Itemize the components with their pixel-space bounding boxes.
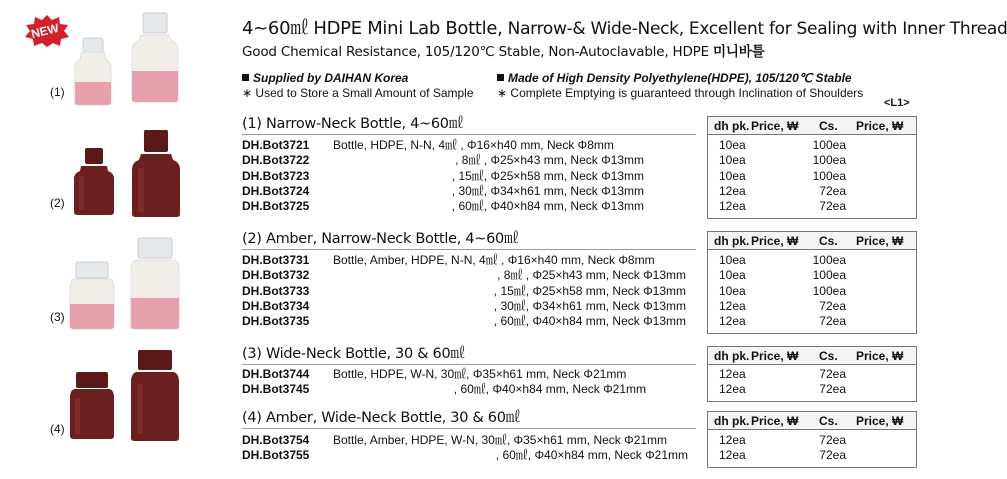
product-code: DH.Bot3723 <box>242 168 310 183</box>
header-price: Price, ₩ <box>751 349 799 363</box>
section-divider <box>242 249 696 250</box>
product-code: DH.Bot3754 <box>242 433 310 447</box>
product-code: DH.Bot3722 <box>242 153 310 168</box>
table-border <box>916 250 917 333</box>
product-description: Bottle, HDPE, W-N, 30㎖, Φ35×h61 mm, Neck Φ21mm <box>333 367 627 381</box>
product-code: DH.Bot3744 <box>242 367 310 381</box>
product-description: Bottle, Amber, HDPE, W-N, 30㎖, Φ35×h61 mm, Neck Φ21mm <box>333 433 668 447</box>
bottle-image-natural-large <box>131 13 179 103</box>
header-price: Price, ₩ <box>751 234 799 248</box>
case-qty: 72ea <box>819 448 846 463</box>
dh-pack: 10ea <box>719 283 746 298</box>
table-border <box>707 401 917 402</box>
feature-supplied: Supplied by DAIHAN Korea <box>242 71 408 85</box>
product-description: , 60㎖, Φ40×h84 mm, Neck Φ21mm <box>495 448 688 463</box>
title-line2: Good Chemical Resistance, 105/120℃ Stable, Non-Autoclavable, HDPE <box>242 44 709 60</box>
table-border <box>707 218 917 219</box>
product-code: DH.Bot3724 <box>242 183 310 198</box>
title-main: 4~60㎖ HDPE Mini Lab Bottle, <box>242 18 503 39</box>
header-dh: dh pk. <box>714 119 750 133</box>
header-price: Price, ₩ <box>751 414 799 428</box>
case-qty: 100ea <box>812 283 846 298</box>
dh-pack: 12ea <box>719 448 746 463</box>
page-label: <L1> <box>884 97 910 109</box>
section-divider <box>242 364 696 365</box>
product-code: DH.Bot3755 <box>242 448 310 463</box>
product-description: , 15㎖, Φ25×h58 mm, Neck Φ13mm <box>493 283 686 298</box>
product-description: , 8㎖ , Φ25×h43 mm, Neck Φ13mm <box>497 268 686 283</box>
table-border <box>916 430 917 467</box>
bullet-square-icon <box>497 74 504 81</box>
header-dh: dh pk. <box>714 349 750 363</box>
section-title: (1) Narrow-Neck Bottle, 4~60㎖ <box>242 116 463 132</box>
product-description: , 30㎖, Φ34×h61 mm, Neck Φ13mm <box>451 183 644 198</box>
table-border <box>707 333 917 334</box>
dh-pack: 10ea <box>719 138 746 152</box>
case-qty: 100ea <box>812 253 846 267</box>
table-border <box>916 365 917 401</box>
image-label-4: (4) <box>50 422 65 436</box>
product-description: , 60㎖, Φ40×h84 mm, Neck Φ13mm <box>493 314 686 329</box>
header-price2: Price, ₩ <box>856 119 904 133</box>
header-cs: Cs. <box>819 234 838 248</box>
title-korean: 미니바틀 <box>713 44 765 60</box>
header-price2: Price, ₩ <box>856 349 904 363</box>
table-border <box>916 135 917 218</box>
case-qty: 72ea <box>819 298 846 313</box>
product-subtitle <box>242 40 764 60</box>
feature-emptying: ∗ Complete Emptying is guaranteed through Inclination of Shoulders <box>497 86 864 100</box>
table-border <box>707 365 708 401</box>
dh-pack: 10ea <box>719 268 746 283</box>
bottle-image-amber-wide-large <box>130 350 180 442</box>
product-code: DH.Bot3732 <box>242 268 310 283</box>
header-cs: Cs. <box>819 414 838 428</box>
new-badge <box>24 14 70 48</box>
dh-pack: 12ea <box>719 199 746 214</box>
price-table-header <box>707 116 917 135</box>
header-cs: Cs. <box>819 119 838 133</box>
section-title: (3) Wide-Neck Bottle, 30 & 60㎖ <box>242 346 465 362</box>
header-price2: Price, ₩ <box>856 414 904 428</box>
case-qty: 72ea <box>819 382 846 397</box>
bottle-image-wide-small <box>69 262 115 330</box>
case-qty: 72ea <box>819 433 846 447</box>
table-border <box>707 250 708 333</box>
product-code: DH.Bot3734 <box>242 298 310 313</box>
product-title <box>242 14 1007 40</box>
dh-pack: 12ea <box>719 314 746 329</box>
product-description: Bottle, Amber, HDPE, N-N, 4㎖ , Φ16×h40 mm, Neck Φ8mm <box>333 253 655 267</box>
badge-text: NEW <box>29 20 61 42</box>
bottle-image-wide-large <box>130 238 180 330</box>
bottle-image-natural-small <box>73 38 113 106</box>
dh-pack: 12ea <box>719 183 746 198</box>
product-description: , 30㎖, Φ34×h61 mm, Neck Φ13mm <box>493 298 686 313</box>
case-qty: 100ea <box>812 153 846 168</box>
dh-pack: 10ea <box>719 168 746 183</box>
bottle-image-amber-large <box>131 130 181 218</box>
product-code: DH.Bot3731 <box>242 253 310 267</box>
section-title: (2) Amber, Narrow-Neck Bottle, 4~60㎖ <box>242 231 519 247</box>
product-code: DH.Bot3721 <box>242 138 310 152</box>
case-qty: 100ea <box>812 138 846 152</box>
case-qty: 72ea <box>819 314 846 329</box>
title-sub: Narrow-& Wide-Neck, Excellent for Sealing with Inner Thread <box>502 19 1007 39</box>
case-qty: 72ea <box>819 199 846 214</box>
price-table-header <box>707 231 917 250</box>
feature-material: Made of High Density Polyethylene(HDPE), 105/120℃ Stable <box>497 71 852 85</box>
product-description: , 60㎖, Φ40×h84 mm, Neck Φ21mm <box>453 382 646 397</box>
dh-pack: 10ea <box>719 253 746 267</box>
bullet-square-icon <box>242 74 249 81</box>
product-code: DH.Bot3745 <box>242 382 310 397</box>
dh-pack: 12ea <box>719 367 746 381</box>
product-code: DH.Bot3733 <box>242 283 310 298</box>
header-dh: dh pk. <box>714 234 750 248</box>
product-description: Bottle, HDPE, N-N, 4㎖ , Φ16×h40 mm, Neck Φ8mm <box>333 138 614 152</box>
dh-pack: 12ea <box>719 298 746 313</box>
header-dh: dh pk. <box>714 414 750 428</box>
price-table-header <box>707 346 917 365</box>
bottle-image-amber-wide-small <box>69 372 115 440</box>
header-price: Price, ₩ <box>751 119 799 133</box>
dh-pack: 12ea <box>719 433 746 447</box>
product-description: , 15㎖, Φ25×h58 mm, Neck Φ13mm <box>451 168 644 183</box>
product-code: DH.Bot3735 <box>242 314 310 329</box>
product-description: , 8㎖ , Φ25×h43 mm, Neck Φ13mm <box>455 153 644 168</box>
section-divider <box>242 134 696 135</box>
section-title: (4) Amber, Wide-Neck Bottle, 30 & 60㎖ <box>242 410 520 426</box>
dh-pack: 10ea <box>719 153 746 168</box>
case-qty: 72ea <box>819 183 846 198</box>
bottle-image-amber-small <box>73 148 115 216</box>
image-label-3: (3) <box>50 310 65 324</box>
image-label-2: (2) <box>50 196 65 210</box>
dh-pack: 12ea <box>719 382 746 397</box>
case-qty: 100ea <box>812 168 846 183</box>
product-description: , 60㎖, Φ40×h84 mm, Neck Φ13mm <box>451 199 644 214</box>
header-price2: Price, ₩ <box>856 234 904 248</box>
table-border <box>707 430 708 467</box>
product-code: DH.Bot3725 <box>242 199 310 214</box>
table-border <box>707 135 708 218</box>
case-qty: 72ea <box>819 367 846 381</box>
section-divider <box>242 428 696 429</box>
image-label-1: (1) <box>50 85 65 99</box>
feature-use: ∗ Used to Store a Small Amount of Sample <box>242 86 474 100</box>
case-qty: 100ea <box>812 268 846 283</box>
header-cs: Cs. <box>819 349 838 363</box>
price-table-header <box>707 411 917 430</box>
table-border <box>707 467 917 468</box>
